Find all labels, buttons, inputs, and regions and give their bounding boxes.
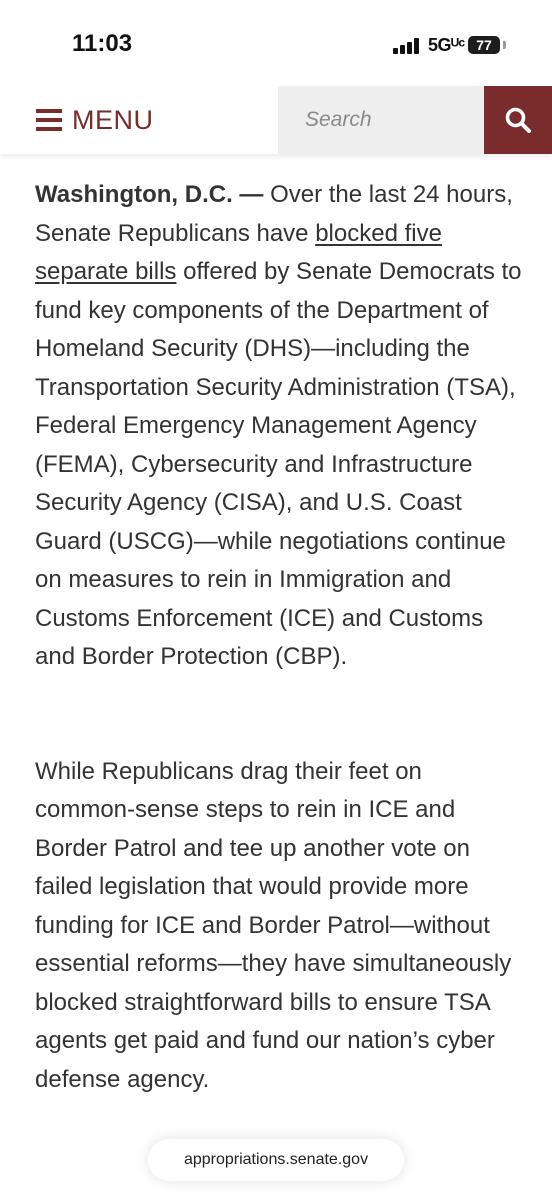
battery-level: 77 — [476, 37, 492, 53]
menu-button[interactable] — [36, 102, 154, 138]
cellular-signal-icon — [393, 38, 419, 54]
site-header — [0, 86, 552, 154]
article-paragraph-2: While Republicans drag their feet on common-sense steps to rein in ICE and Border Patrol and tee up another vote on failed legislation that would provide more funding for ICE and Border Patrol—without essential reforms—they have simultaneously blocked straightforward bills to ensure TSA agents get paid and fund our nation’s cyber defense agency. — [35, 757, 512, 1093]
blocked-bills-link[interactable]: blocked five separate bills — [35, 219, 442, 285]
status-time: 11:03 — [72, 30, 133, 57]
menu-label: MENU — [72, 104, 154, 135]
search-icon — [504, 106, 532, 134]
address-bar[interactable]: appropriations.senate.gov — [148, 1139, 404, 1181]
battery-icon — [468, 36, 500, 54]
search-input[interactable] — [278, 86, 484, 154]
hamburger-icon — [36, 109, 62, 131]
dateline: Washington, D.C. — — [35, 181, 264, 208]
article-paragraph-1 — [35, 176, 525, 677]
p1-text-after-link: offered by Senate Democrats to fund key components of the Department of Homeland Security (DHS)—including the Transportation Security Administration (TSA), Federal Emergency Management Agency (FEMA), Cybersecurity and Infrastructure Security Agency (CISA), and U.S. Coast Guard (USCG)—while negotiations continue on measures to rein in Immigration and Customs Enforcement (ICE) and Customs and Border Protection (CBP). — [35, 258, 522, 670]
p1-text-before-link: Over the last 24 hours, Senate Republicans have — [35, 181, 513, 247]
status-bar — [0, 0, 552, 88]
battery-cap — [503, 41, 506, 49]
network-type: 5Gᵁᶜ — [428, 35, 465, 55]
article-body — [35, 176, 525, 1099]
search-button[interactable] — [484, 86, 552, 154]
